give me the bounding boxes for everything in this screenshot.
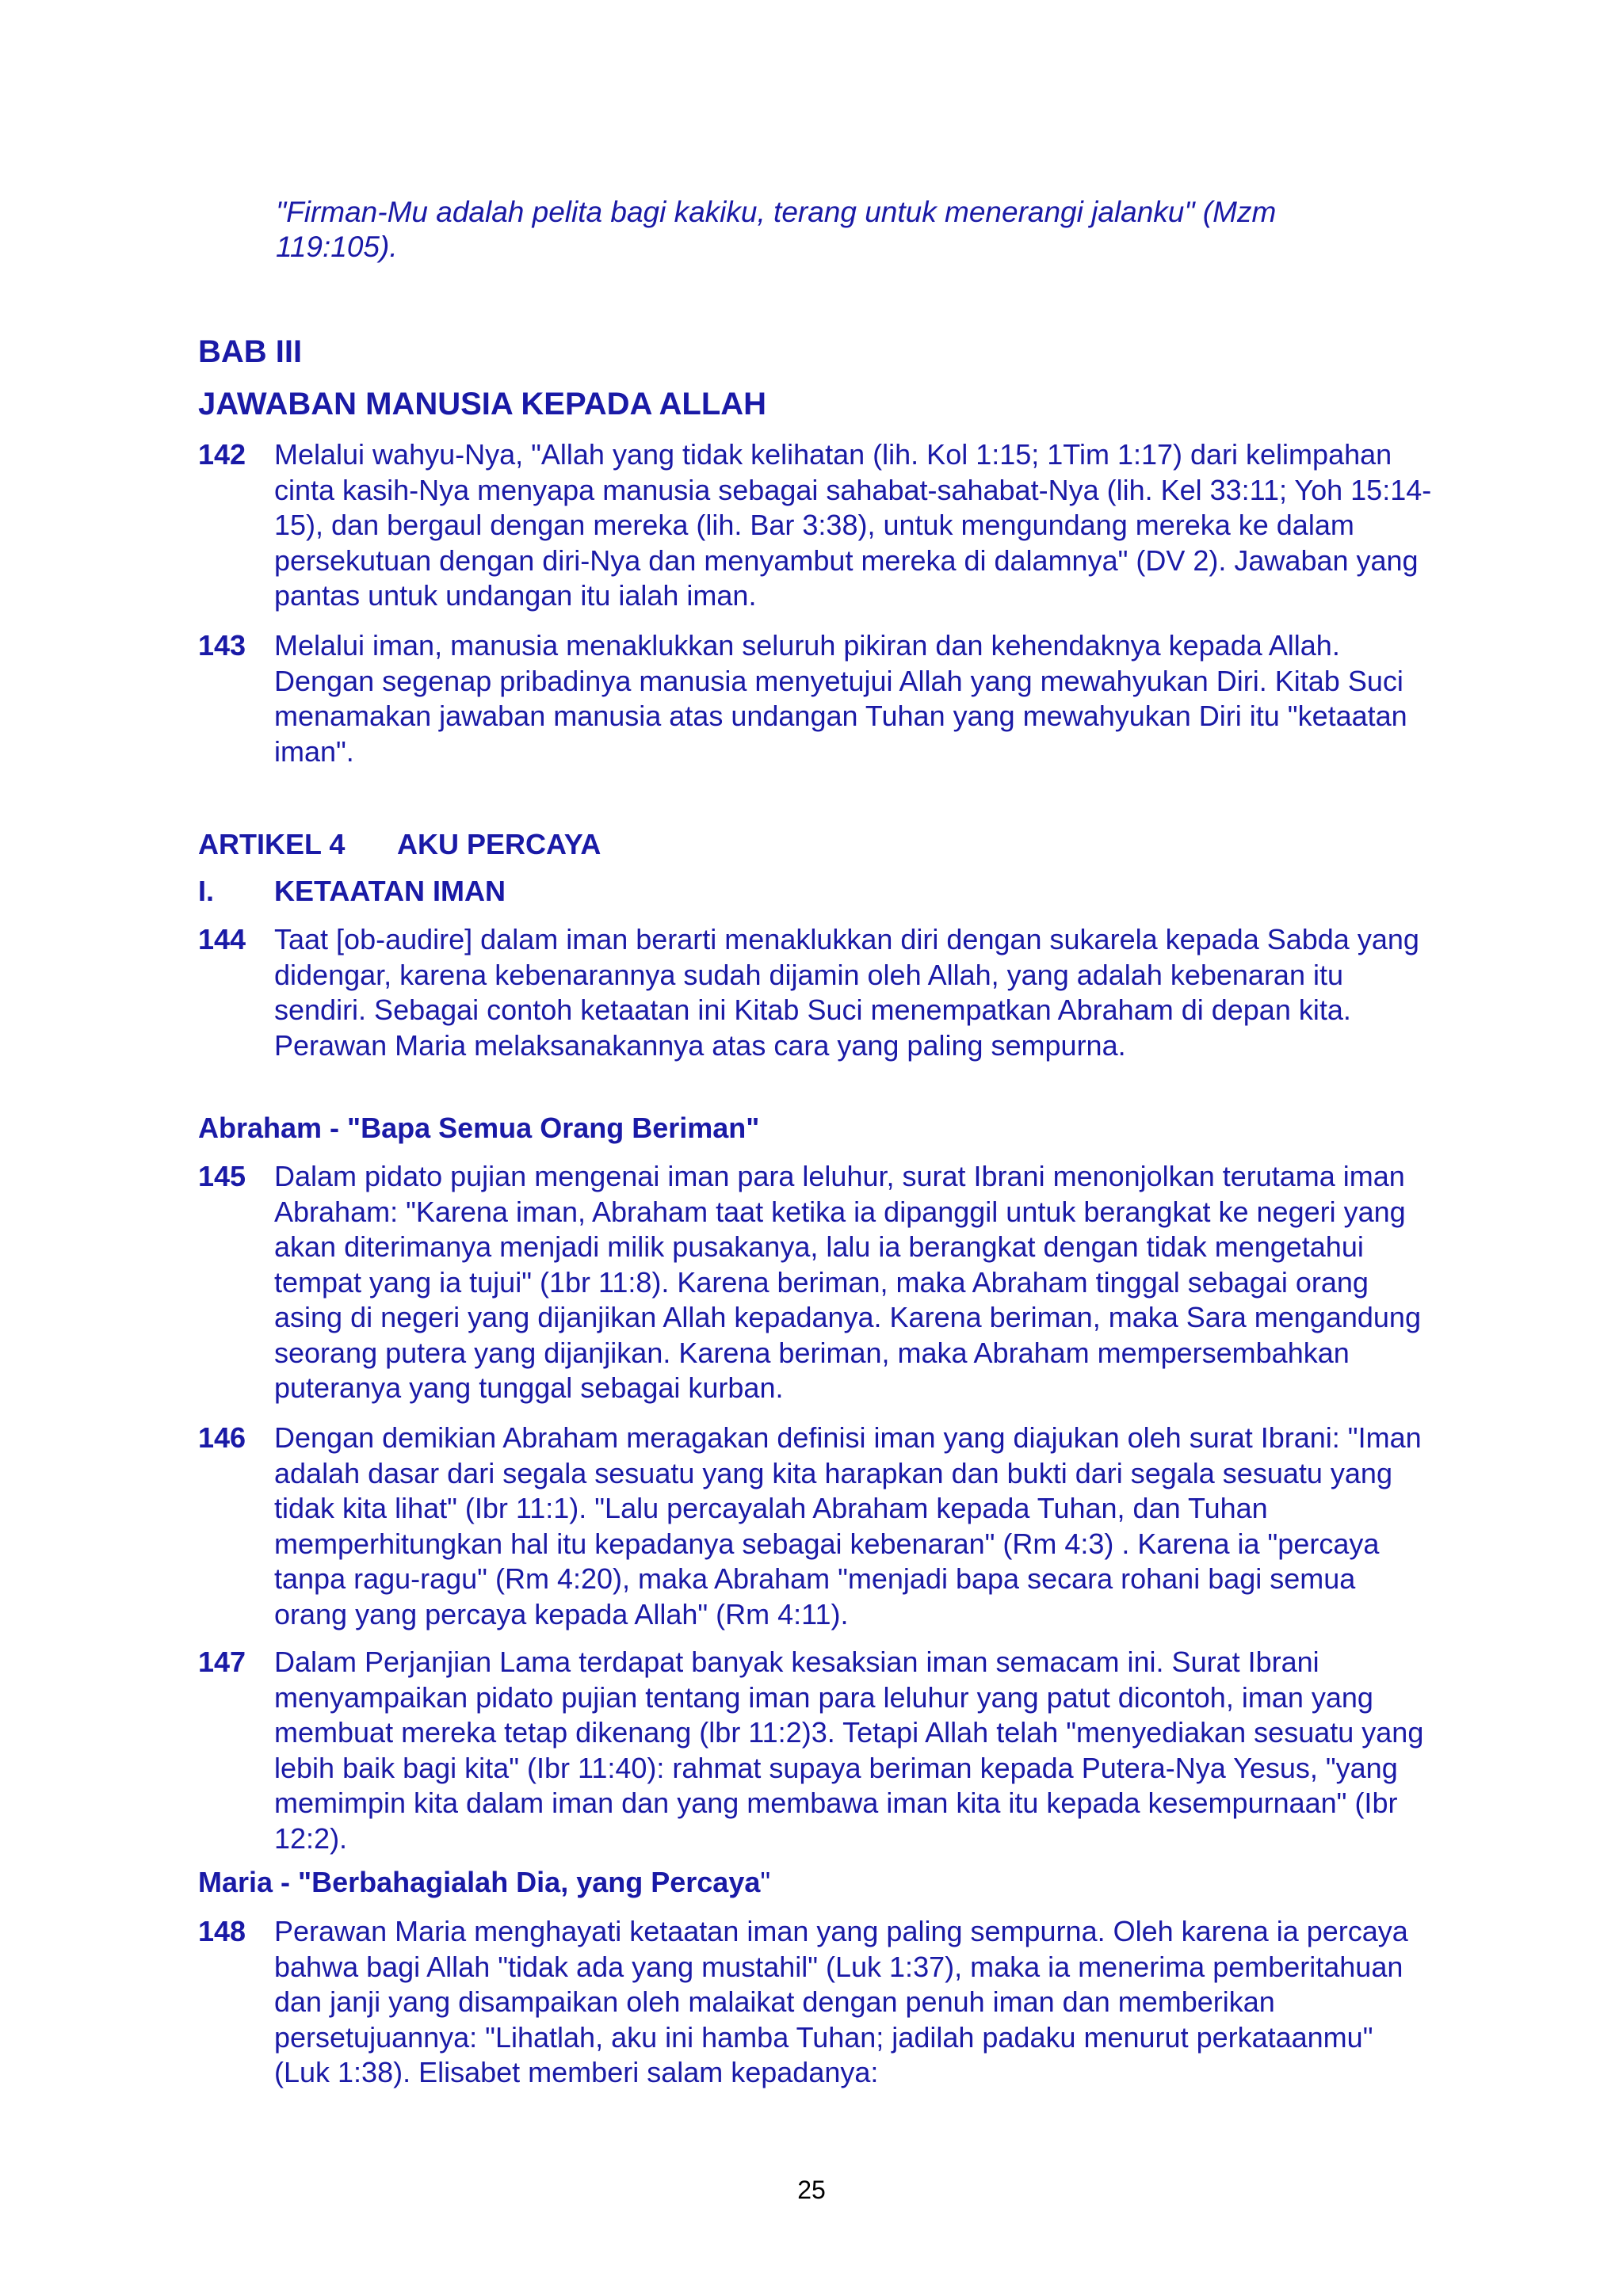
- chapter-label: BAB III: [198, 334, 303, 369]
- paragraph-number: 146: [198, 1421, 246, 1454]
- subheading-abraham: Abraham - "Bapa Semua Orang Beriman": [198, 1112, 760, 1144]
- paragraph-number: 147: [198, 1646, 246, 1678]
- paragraph-143: [198, 628, 1434, 769]
- paragraph-number: 145: [198, 1160, 246, 1192]
- chapter-title: JAWABAN MANUSIA KEPADA ALLAH: [198, 387, 767, 421]
- subheading-maria: [198, 1865, 770, 1900]
- paragraph-text: Dengan demikian Abraham meragakan definisi iman yang diajukan oleh surat Ibrani: "Iman adalah dasar dari segala sesuatu yang kita harapkan dan bukti dari segala sesuatu yang tidak kita lihat" (Ibr 11:1). "Lalu percayalah Abraham kepada Tuhan, dan Tuhan memperhitungkan hal itu kepadanya sebagai kebenaran" (Rm 4:3) . Karena ia "percaya tanpa ragu-ragu" (Rm 4:20), maka Abraham "menjadi bapa secara rohani bagi semua orang yang percaya kepada Allah" (Rm 4:11).: [274, 1421, 1422, 1630]
- paragraph-text: Dalam pidato pujian mengenai iman para leluhur, surat Ibrani menonjolkan terutama iman Abraham: "Karena iman, Abraham taat ketika ia dipanggil untuk berangkat ke negeri yang akan diterimanya menjadi milik pusakanya, lalu ia berangkat dengan tidak mengetahui tempat yang ia tujui" (1br 11:8). Karena beriman, maka Abraham tinggal sebagai orang asing di negeri yang dijanjikan Allah kepadanya. Karena beriman, maka Sara mengandung seorang putera yang dijanjikan. Karena beriman, maka Abraham mempersembahkan puteranya yang tunggal sebagai kurban.: [274, 1160, 1421, 1404]
- paragraph-number: 143: [198, 629, 246, 662]
- paragraph-text: Perawan Maria menghayati ketaatan iman yang paling sempurna. Oleh karena ia percaya bahwa bagi Allah "tidak ada yang mustahil" (Luk 1:37), maka ia menerima pemberitahuan dan janji yang disampaikan oleh malaikat dengan penuh iman dan memberikan persetujuannya: "Lihatlah, aku ini hamba Tuhan; jadilah padaku menurut perkataanmu" (Luk 1:38). Elisabet memberi salam kepadanya:: [274, 1915, 1408, 2088]
- section-number: I.: [198, 875, 215, 907]
- subheading-maria-bold: Maria - "Berbahagialah Dia, yang Percaya: [198, 1866, 761, 1898]
- section-title: KETAATAN IMAN: [274, 875, 506, 907]
- paragraph-145: [198, 1159, 1434, 1406]
- paragraph-number: 144: [198, 923, 246, 955]
- paragraph-146: [198, 1421, 1434, 1632]
- paragraph-text: Taat [ob-audire] dalam iman berarti menaklukkan diri dengan sukarela kepada Sabda yang didengar, karena kebenarannya sudah dijamin oleh Allah, yang adalah kebenaran itu sendiri. Sebagai contoh ketaatan ini Kitab Suci menempatkan Abraham di depan kita. Perawan Maria melaksanakannya atas cara yang paling sempurna.: [274, 923, 1419, 1062]
- paragraph-147: [198, 1645, 1434, 1856]
- paragraph-text: Melalui iman, manusia menaklukkan seluruh pikiran dan kehendaknya kepada Allah. Dengan segenap pribadinya manusia menyetujui Allah yang mewahyukan Diri. Kitab Suci menamakan jawaban manusia atas undangan Tuhan yang mewahyukan Diri itu "ketaatan iman".: [274, 629, 1407, 768]
- scripture-quote: "Firman-Mu adalah pelita bagi kakiku, terang untuk menerangi jalanku" (Mzm 119:105).: [276, 196, 1277, 263]
- paragraph-142: [198, 437, 1434, 614]
- paragraph-text: Dalam Perjanjian Lama terdapat banyak kesaksian iman semacam ini. Surat Ibrani menyampaikan pidato pujian tentang iman para leluhur yang patut dicontoh, iman yang membuat mereka tetap dikenang (lbr 11:2)3. Tetapi Allah telah "menyediakan sesuatu yang lebih baik bagi kita" (Ibr 11:40): rahmat supaya beriman kepada Putera-Nya Yesus, "yang memimpin kita dalam iman dan yang membawa iman kita itu kepada kesempurnaan" (Ibr 12:2).: [274, 1646, 1424, 1855]
- paragraph-number: 148: [198, 1915, 246, 1947]
- paragraph-148: [198, 1914, 1434, 2091]
- article-title: AKU PERCAYA: [397, 828, 601, 860]
- paragraph-number: 142: [198, 438, 246, 471]
- subheading-maria-quote: ": [760, 1866, 771, 1898]
- article-label: ARTIKEL 4: [198, 828, 346, 860]
- page-number: 25: [797, 2176, 826, 2204]
- paragraph-144: [198, 922, 1434, 1063]
- paragraph-text: Melalui wahyu-Nya, "Allah yang tidak kelihatan (lih. Kol 1:15; 1Tim 1:17) dari kelimpahan cinta kasih-Nya menyapa manusia sebagai sahabat-sahabat-Nya (lih. Kel 33:11; Yoh 15:14-15), dan bergaul dengan mereka (lih. Bar 3:38), untuk mengundang mereka ke dalam persekutuan dengan diri-Nya dan menyambut mereka di dalamnya" (DV 2). Jawaban yang pantas untuk undangan itu ialah iman.: [274, 438, 1432, 612]
